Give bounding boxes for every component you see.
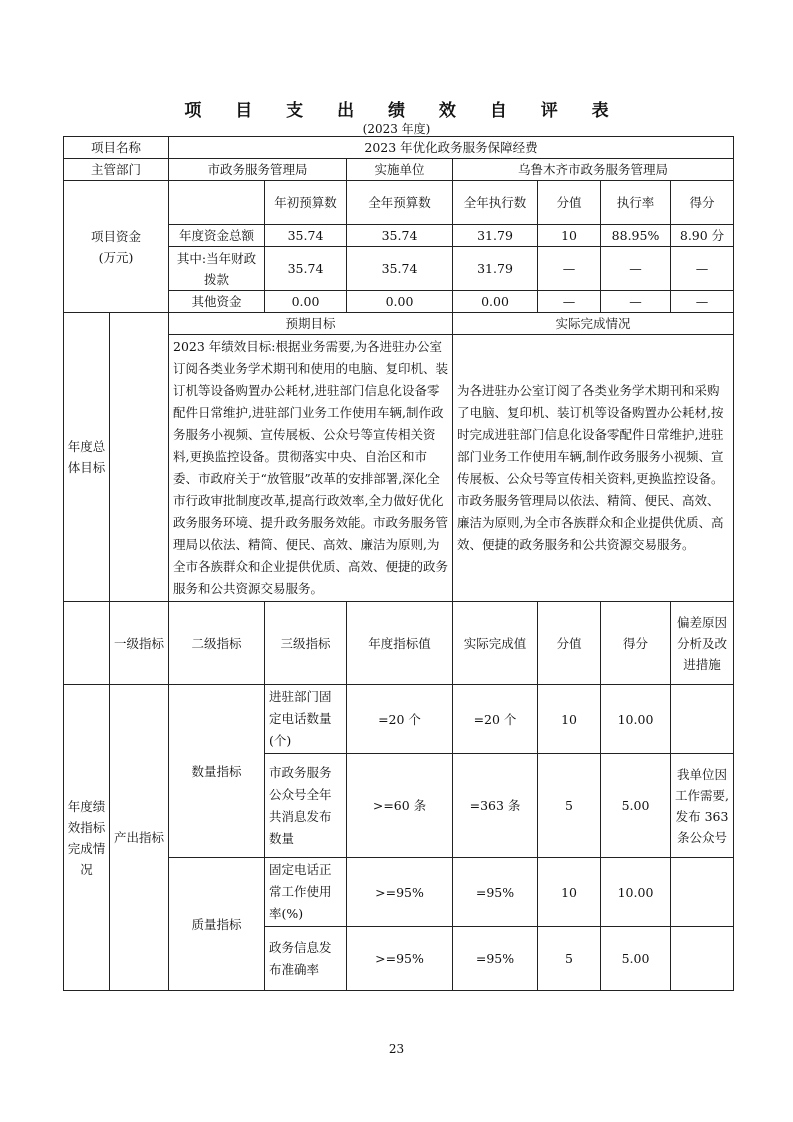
indicator-score: 10.00 [601, 858, 671, 927]
project-name-value: 2023 年优化政务服务保障经费 [169, 137, 734, 159]
indicators-header-deviation: 偏差原因分析及改进措施 [671, 602, 734, 685]
funds-cell: 35.74 [265, 247, 347, 291]
indicators-header-level3: 三级指标 [265, 602, 347, 685]
indicator-weight: 5 [538, 927, 601, 991]
funds-cell: 8.90 分 [671, 225, 734, 247]
indicator-row [64, 685, 734, 754]
indicator-level1: 产出指标 [110, 685, 169, 991]
goals-blank [110, 313, 169, 602]
actual-goal-text: 为各进驻办公室订阅了各类业务学术期刊和采购了电脑、复印机、装订机等设备购置办公耗材,按时完成进驻部门信息化设备零配件日常维护,进驻部门业务工作使用车辆,制作政务服务小视频、宣传展板、公众号等宣传相关资料,更换监控设备。市政务服务管理局以依法、精简、便民、高效、廉洁为原则,为全市各族群众和企业提供优质、高效、便捷的政务服务和公共资源交易服务。 [453, 335, 734, 602]
indicator-target: >=95% [347, 927, 453, 991]
dept-label: 主管部门 [64, 159, 169, 181]
indicators-header-row [64, 602, 734, 685]
indicator-score: 5.00 [601, 754, 671, 858]
funds-cell: 35.74 [347, 225, 453, 247]
project-name-label: 项目名称 [64, 137, 169, 159]
unit-label: 实施单位 [347, 159, 453, 181]
funds-cell: — [538, 291, 601, 313]
indicator-actual: =95% [453, 927, 538, 991]
indicator-deviation [671, 685, 734, 754]
goals-header-row [64, 313, 734, 335]
indicator-name: 进驻部门固定电话数量(个) [265, 685, 347, 754]
funds-cell: — [601, 291, 671, 313]
indicator-target: =20 个 [347, 685, 453, 754]
expected-goal-text: 2023 年绩效目标:根据业务需要,为各进驻办公室订阅各类业务学术期刊和使用的电脑、复印机、装订机等设备购置办公耗材,进驻部门信息化设备零配件日常维护,进驻部门业务工作使用车辆,制作政务服务小视频、宣传展板、公众号等宣传相关资料,更换监控设备。贯彻落实中央、自治区和市委、市政府关于“放管服”改革的安排部署,深化全市行政审批制度改革,提高行政效率,全力做好优化政务服务环境、提升政务服务效能。市政务服务管理局以依法、精简、便民、高效、廉洁为原则,为全市各族群众和企业提供优质、高效、便捷的政务服务和公共资源交易服务。 [169, 335, 453, 602]
funds-cell: — [671, 247, 734, 291]
dept-value: 市政务服务管理局 [169, 159, 347, 181]
indicator-deviation: 我单位因工作需要,发布 363 条公众号 [671, 754, 734, 858]
funds-cell: 35.74 [265, 225, 347, 247]
funds-header-initial: 年初预算数 [265, 181, 347, 225]
funds-label [64, 181, 169, 313]
indicator-weight: 5 [538, 754, 601, 858]
funds-cell: 88.95% [601, 225, 671, 247]
funds-row-label: 其他资金 [169, 291, 265, 313]
unit-value: 乌鲁木齐市政务服务管理局 [453, 159, 734, 181]
indicators-section-label: 年度绩效指标完成情况 [64, 685, 110, 991]
indicator-level2-quality: 质量指标 [169, 858, 265, 991]
goals-label: 年度总体目标 [64, 313, 110, 602]
funds-header-annual: 全年预算数 [347, 181, 453, 225]
indicators-header-level2: 二级指标 [169, 602, 265, 685]
indicator-actual: =20 个 [453, 685, 538, 754]
funds-cell: — [601, 247, 671, 291]
funds-cell: 35.74 [347, 247, 453, 291]
indicators-header-blank [64, 602, 110, 685]
indicator-target: >=95% [347, 858, 453, 927]
funds-cell: 0.00 [265, 291, 347, 313]
funds-cell: 31.79 [453, 225, 538, 247]
project-name-row [64, 137, 734, 159]
indicator-actual: =363 条 [453, 754, 538, 858]
funds-header-rate: 执行率 [601, 181, 671, 225]
funds-header-row [64, 181, 734, 225]
department-row [64, 159, 734, 181]
indicator-score: 10.00 [601, 685, 671, 754]
funds-cell: — [538, 247, 601, 291]
funds-cell: 10 [538, 225, 601, 247]
page-title: 项 目 支 出 绩 效 自 评 表 [184, 101, 623, 121]
indicator-deviation [671, 858, 734, 927]
indicator-name: 政务信息发布准确率 [265, 927, 347, 991]
expected-goal-header: 预期目标 [169, 313, 453, 335]
funds-header-score-weight: 分值 [538, 181, 601, 225]
indicator-name: 市政务服务公众号全年共消息发布数量 [265, 754, 347, 858]
indicators-header-target: 年度指标值 [347, 602, 453, 685]
indicators-header-score: 得分 [601, 602, 671, 685]
indicator-target: >=60 条 [347, 754, 453, 858]
indicator-weight: 10 [538, 858, 601, 927]
funds-header-score: 得分 [671, 181, 734, 225]
indicator-level2-quantity: 数量指标 [169, 685, 265, 858]
funds-cell: 0.00 [347, 291, 453, 313]
indicator-name: 固定电话正常工作使用率(%) [265, 858, 347, 927]
actual-goal-header: 实际完成情况 [453, 313, 734, 335]
indicator-actual: =95% [453, 858, 538, 927]
funds-label-line2: (万元) [98, 249, 134, 265]
evaluation-table [63, 136, 733, 977]
indicator-score: 5.00 [601, 927, 671, 991]
funds-header-executed: 全年执行数 [453, 181, 538, 225]
funds-cell: — [671, 291, 734, 313]
funds-row-label: 年度资金总额 [169, 225, 265, 247]
funds-label-line1: 项目资金 [91, 228, 142, 244]
indicators-header-level1: 一级指标 [110, 602, 169, 685]
indicator-deviation [671, 927, 734, 991]
funds-header-blank [169, 181, 265, 225]
funds-cell: 0.00 [453, 291, 538, 313]
indicators-header-actual: 实际完成值 [453, 602, 538, 685]
report-year: (2023 年度) [362, 122, 431, 136]
indicators-header-weight: 分值 [538, 602, 601, 685]
indicator-weight: 10 [538, 685, 601, 754]
funds-cell: 31.79 [453, 247, 538, 291]
funds-row-label: 其中:当年财政拨款 [169, 247, 265, 291]
page-number: 23 [388, 1042, 405, 1056]
